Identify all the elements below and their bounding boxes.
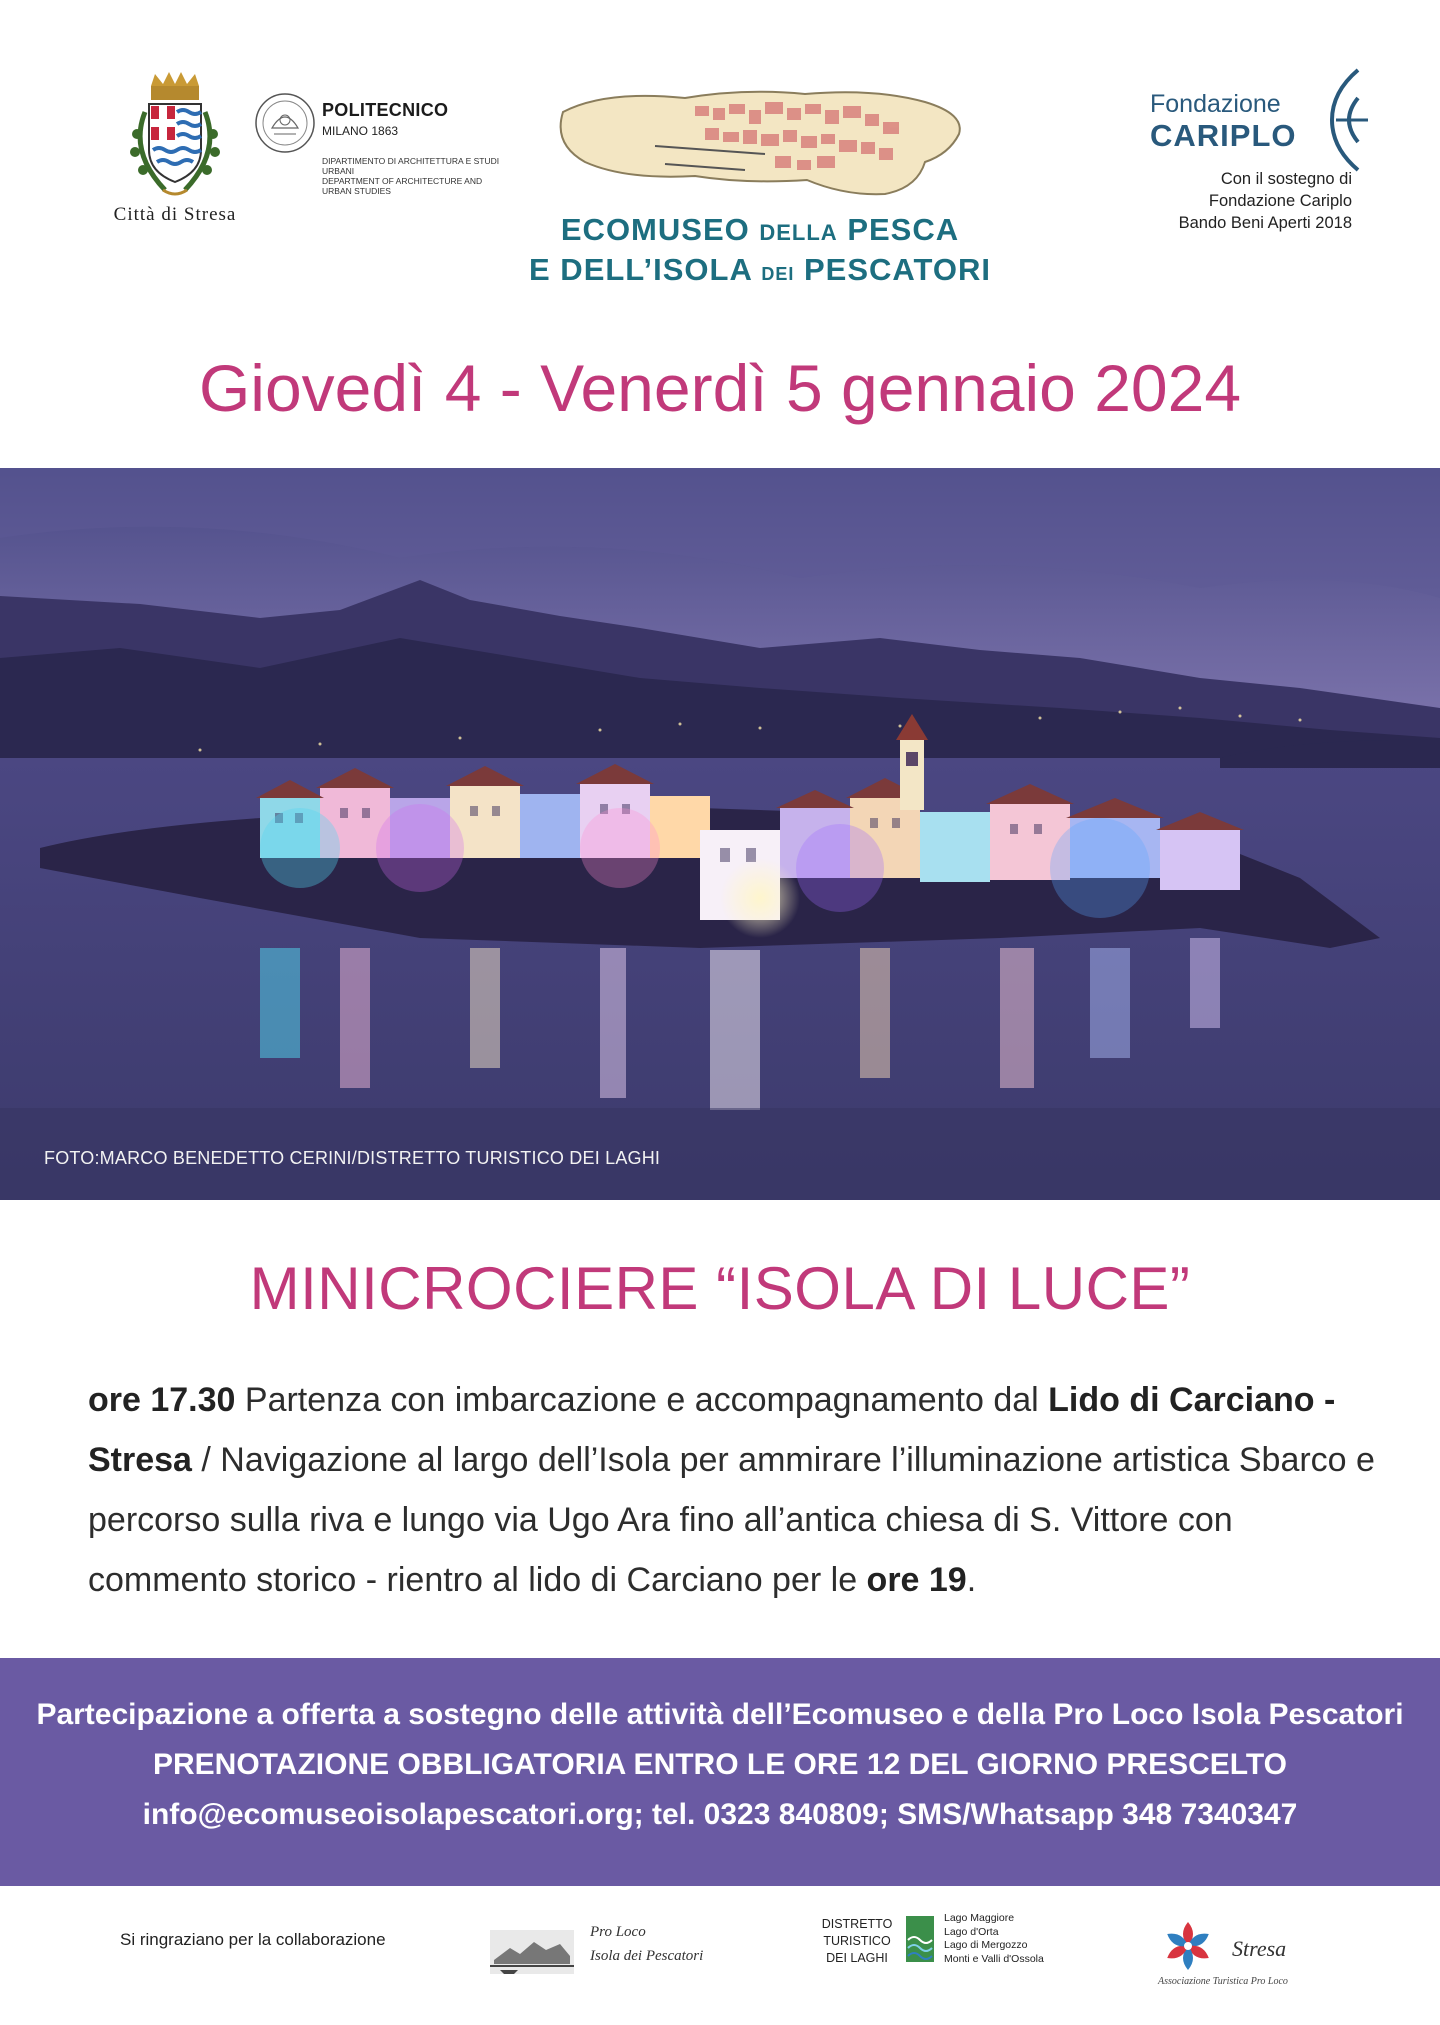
support-line-3: Bando Beni Aperti 2018 [1178,214,1352,232]
band-booking: PRENOTAZIONE OBBLIGATORIA ENTRO LE ORE 12 DEL GIORNO PRESCELTO [153,1748,1287,1781]
politecnico-seal-icon [254,92,316,154]
lake-maggiore: Lago Maggiore [944,1912,1015,1924]
eco-word-pesca: PESCA [847,212,960,247]
politecnico-dept-en: DEPARTMENT OF ARCHITECTURE AND URBAN STUDIES [322,176,483,196]
band-participation: Partecipazione a offerta a sostegno delle attività dell’Ecomuseo e della Pro Loco Isola Pescatori [36,1698,1404,1731]
lake-ossola: Monti e Valli d'Ossola [944,1952,1044,1965]
event-date-title: Giovedì 4 - Venerdì 5 gennaio 2024 [198,351,1242,425]
cariplo-mark-icon [1328,68,1372,172]
thanks-text: Si ringraziano per la collaborazione [120,1930,386,1949]
distretto-wave-icon [906,1916,934,1962]
booking-info-band [0,1658,1440,1886]
politecnico-sub: MILANO 1863 [322,124,399,138]
distretto-text [820,1916,894,1967]
citta-di-stresa-logo [80,72,270,232]
event-text-1: Partenza con imbarcazione e accompagnamento dal [235,1381,1049,1419]
lake-orta: Lago d'Orta [944,1925,999,1938]
event-title: MINICROCIERE “ISOLA DI LUCE” [249,1255,1191,1322]
event-start-time: ore 17.30 [88,1381,236,1419]
cariplo-fondazione: Fondazione [1150,90,1281,118]
politecnico-dept-it: DIPARTIMENTO DI ARCHITETTURA E STUDI URBANI [322,156,500,176]
stresa-word: Stresa [1232,1936,1287,1961]
eco-word-dei: DEI [761,264,795,284]
support-line-1: Con il sostegno di [1220,170,1352,188]
eco-word-ecomuseo: ECOMUSEO [560,212,750,247]
stresa-proloco-logo [1150,1910,1350,1990]
island-map-icon [545,84,975,204]
proloco-line-1: Pro Loco [590,1924,646,1940]
politecnico-logo [254,90,514,220]
island-night-photo [0,468,1440,1200]
event-text-2: / Navigazione al largo dell’Isola per ammirare l’illuminazione artistica Sbarco e percorso sulla riva e lungo via Ugo Ara fino all’antica chiesa di S. Vittore con commento storico - rientro al lido di Carciano per le [88,1441,1375,1599]
distretto-line-3: DEI LAGHI [826,1951,888,1965]
distretto-laghi-logo [820,1910,1050,1980]
proloco-line-2: Isola dei Pescatori [590,1948,704,1964]
photo-credit: FOTO:MARCO BENEDETTO CERINI/DISTRETTO TURISTICO DEI LAGHI [44,1148,661,1168]
event-end-time: ore 19 [866,1561,967,1599]
flower-emblem-icon [1160,1918,1216,1974]
eco-word-pescatori: PESCATORI [803,252,991,287]
event-location: Lido di Carciano - Stresa [88,1381,1336,1479]
island-photo-illustration [0,468,1440,1200]
fondazione-cariplo-logo [1090,68,1380,248]
lake-mergozzo: Lago di Mergozzo [944,1939,1028,1951]
ecomuseo-line-1 [520,212,1000,248]
eco-word-della: DELLA [759,220,838,245]
stresa-association: Associazione Turistica Pro Loco [1158,1976,1288,1987]
ecomuseo-line-2 [520,252,1000,288]
band-contacts: info@ecomuseoisolapescatori.org; tel. 0323 840809; SMS/Whatsapp 348 7340347 [142,1798,1298,1831]
stresa-logo-text: Città di Stresa [113,204,237,225]
proloco-text [590,1920,703,1968]
eco-word-isola: E DELL’ISOLA [529,252,752,287]
distretto-line-2: TURISTICO [823,1934,891,1948]
stresa-crest-icon [115,72,235,202]
proloco-isola-logo [490,1920,750,1980]
cariplo-name: CARIPLO [1150,118,1297,153]
distretto-line-1: DISTRETTO [821,1917,893,1931]
cariplo-support-text [1090,168,1380,234]
distretto-lakes [944,1912,1044,1966]
event-description [88,1370,1378,1610]
ecomuseo-logo [520,84,1000,314]
event-text-3: . [966,1561,977,1599]
support-line-2: Fondazione Cariplo [1208,192,1352,210]
politecnico-title: POLITECNICO [322,100,449,120]
proloco-sketch-icon [490,1930,574,1974]
